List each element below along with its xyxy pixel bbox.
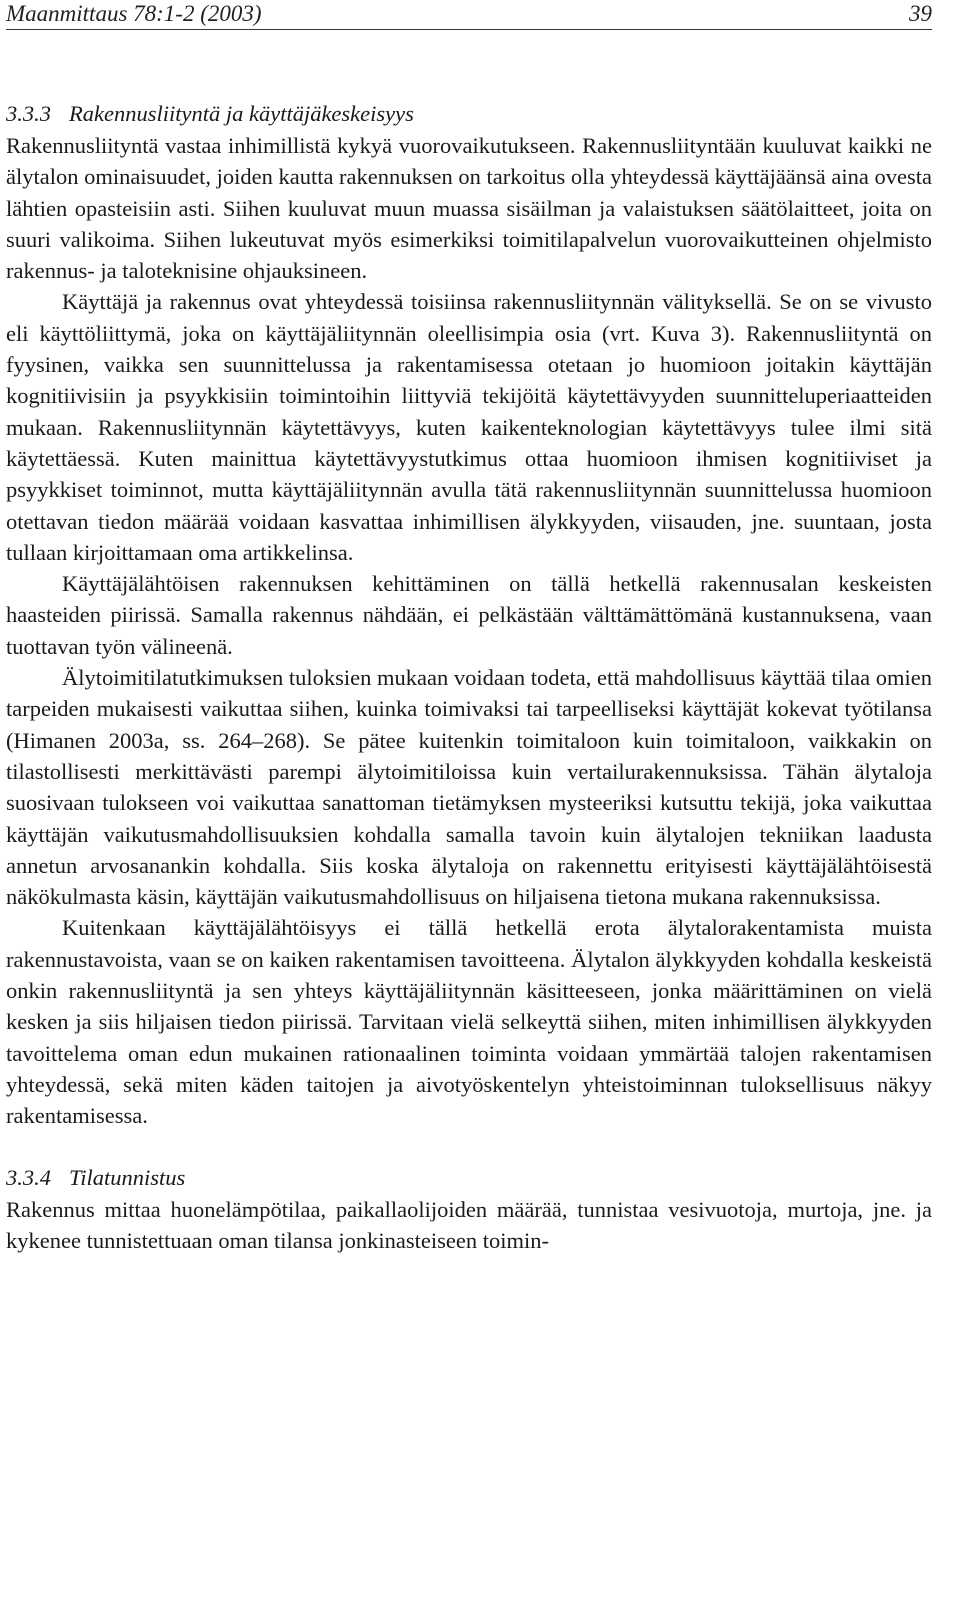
paragraph: Käyttäjä ja rakennus ovat yhteydessä toisiinsa rakennusliitynnän välityksellä. Se on se vivusto eli käyttöliittymä, joka on käyttäjäliitynnän oleellisimpia osia (vrt. Kuva 3). Rakennusliityntä on fyysinen, vaikka sen suunnittelussa ja rakentamisessa otetaan jo huomioon joitakin käyttäjän kognitiivisiin ja psyykkisiin toimintoihin liittyviä tekijöitä käytettävyyden suunnitteluperiaatteiden mukaan. Rakennusliitynnän käytettävyys, kuten kaikenteknologian käytettävyys tulee ilmi sitä käytettäessä. Kuten mainittua käytettävyystutkimus ottaa huomioon ihmisen kognitiiviset ja psyykkiset toiminnot, mutta käyttäjäliitynnän avulla tätä rakennusliitynnän suunnittelussa huomioon otettavan tiedon määrää voidaan kasvattaa inhimillisen älykkyyden, viisauden, jne. suuntaan, josta tullaan kirjoittamaan oma artikkelinsa. [6,289,932,565]
section-number: 3.3.4 [6,1164,51,1190]
paragraph: Älytoimitilatutkimuksen tuloksien mukaan voidaan todeta, että mahdollisuus käyttää tilaa omien tarpeiden mukaisesti vaikuttaa siihen, kuinka toimivaksi tai tarpeelliseksi käyttäjät kokevat työtilansa (Himanen 2003a, ss. 264–268). Se pätee kuitenkin toimitaloon kuin toimitaloon, vaikkakin on tilastollisesti merkittävästi parempi älytoimitiloissa kuin vertailurakennuksissa. Tähän älytaloja suosivaan tulokseen voi vaikuttaa sanattoman tietämyksen mysteeriksi kutsuttu tekijä, joka vaikuttaa käyttäjän vaikutusmahdollisuuksien kohdalla samalla tavoin kuin älytalojen tekniikan laadusta annetun arvosanankin kohdalla. Siis koska älytaloja on rakennettu erityisesti käyttäjälähtöisestä näkökulmasta käsin, käyttäjän vaikutusmahdollisuus on hiljaisena tietona mukana rakennuksissa. [6,665,932,910]
paragraph: Käyttäjälähtöisen rakennuksen kehittäminen on tällä hetkellä rakennusalan keskeisten haasteiden piirissä. Samalla rakennus nähdään, ei pelkästään välttämättömänä kustannuksena, vaan tuottavan työn välineenä. [6,571,932,659]
section-number: 3.3.3 [6,101,51,126]
running-header [6,0,932,30]
paragraph: Rakennus mittaa huonelämpötilaa, paikallaolijoiden määrää, tunnistaa vesivuotoja, murtoja, jne. ja kykenee tunnistettuaan oman tilansa jonkinasteiseen toimin- [6,1196,932,1253]
body-text [6,98,932,1256]
section-title: Tilatunnistus [69,1164,186,1190]
section-title: Rakennusliityntä ja käyttäjäkeskeisyys [69,101,414,126]
journal-citation: Maanmittaus 78:1-2 (2003) [6,1,262,26]
section-gap [6,1132,932,1162]
page-number: 39 [909,1,932,26]
document-page [6,0,932,1256]
paragraph: Rakennusliityntä vastaa inhimillistä kykyä vuorovaikutukseen. Rakennusliityntään kuuluvat kaikki ne älytalon ominaisuudet, joiden kautta rakennuksen on tarkoitus olla yhteydessä käyttäjäänsä aina ovesta lähtien opasteisiin asti. Siihen kuuluvat muun muassa sisäilman ja valaistuksen säätölaitteet, joita on suuri valikoima. Siihen lukeutuvat myös esimerkiksi toimitilapalvelun vuorovaikutteinen ohjelmisto rakennus- ja taloteknisine ohjauksineen. [6,133,932,284]
section-heading [6,1162,932,1194]
section-heading [6,98,932,130]
paragraph: Kuitenkaan käyttäjälähtöisyys ei tällä hetkellä erota älytalorakentamista muista rakennustavoista, vaan se on kaiken rakentamisen tavoitteena. Älytalon älykkyyden kohdalla keskeistä onkin rakennusliityntä ja sen yhteys käyttäjäliitynnän käsitteeseen, jonka määrittäminen on vielä kesken ja siis hiljaisen tiedon piirissä. Tarvitaan vielä selkeyttä siihen, miten inhimillisen älykkyyden tavoittelema oman edun mukainen rationaalinen toiminta voidaan ymmärtää talojen rakentamisen yhteydessä, sekä miten käden taitojen ja aivotyöskentelyn yhteistoiminnan tuloksellisuus näkyy rakentamisessa. [6,915,932,1129]
